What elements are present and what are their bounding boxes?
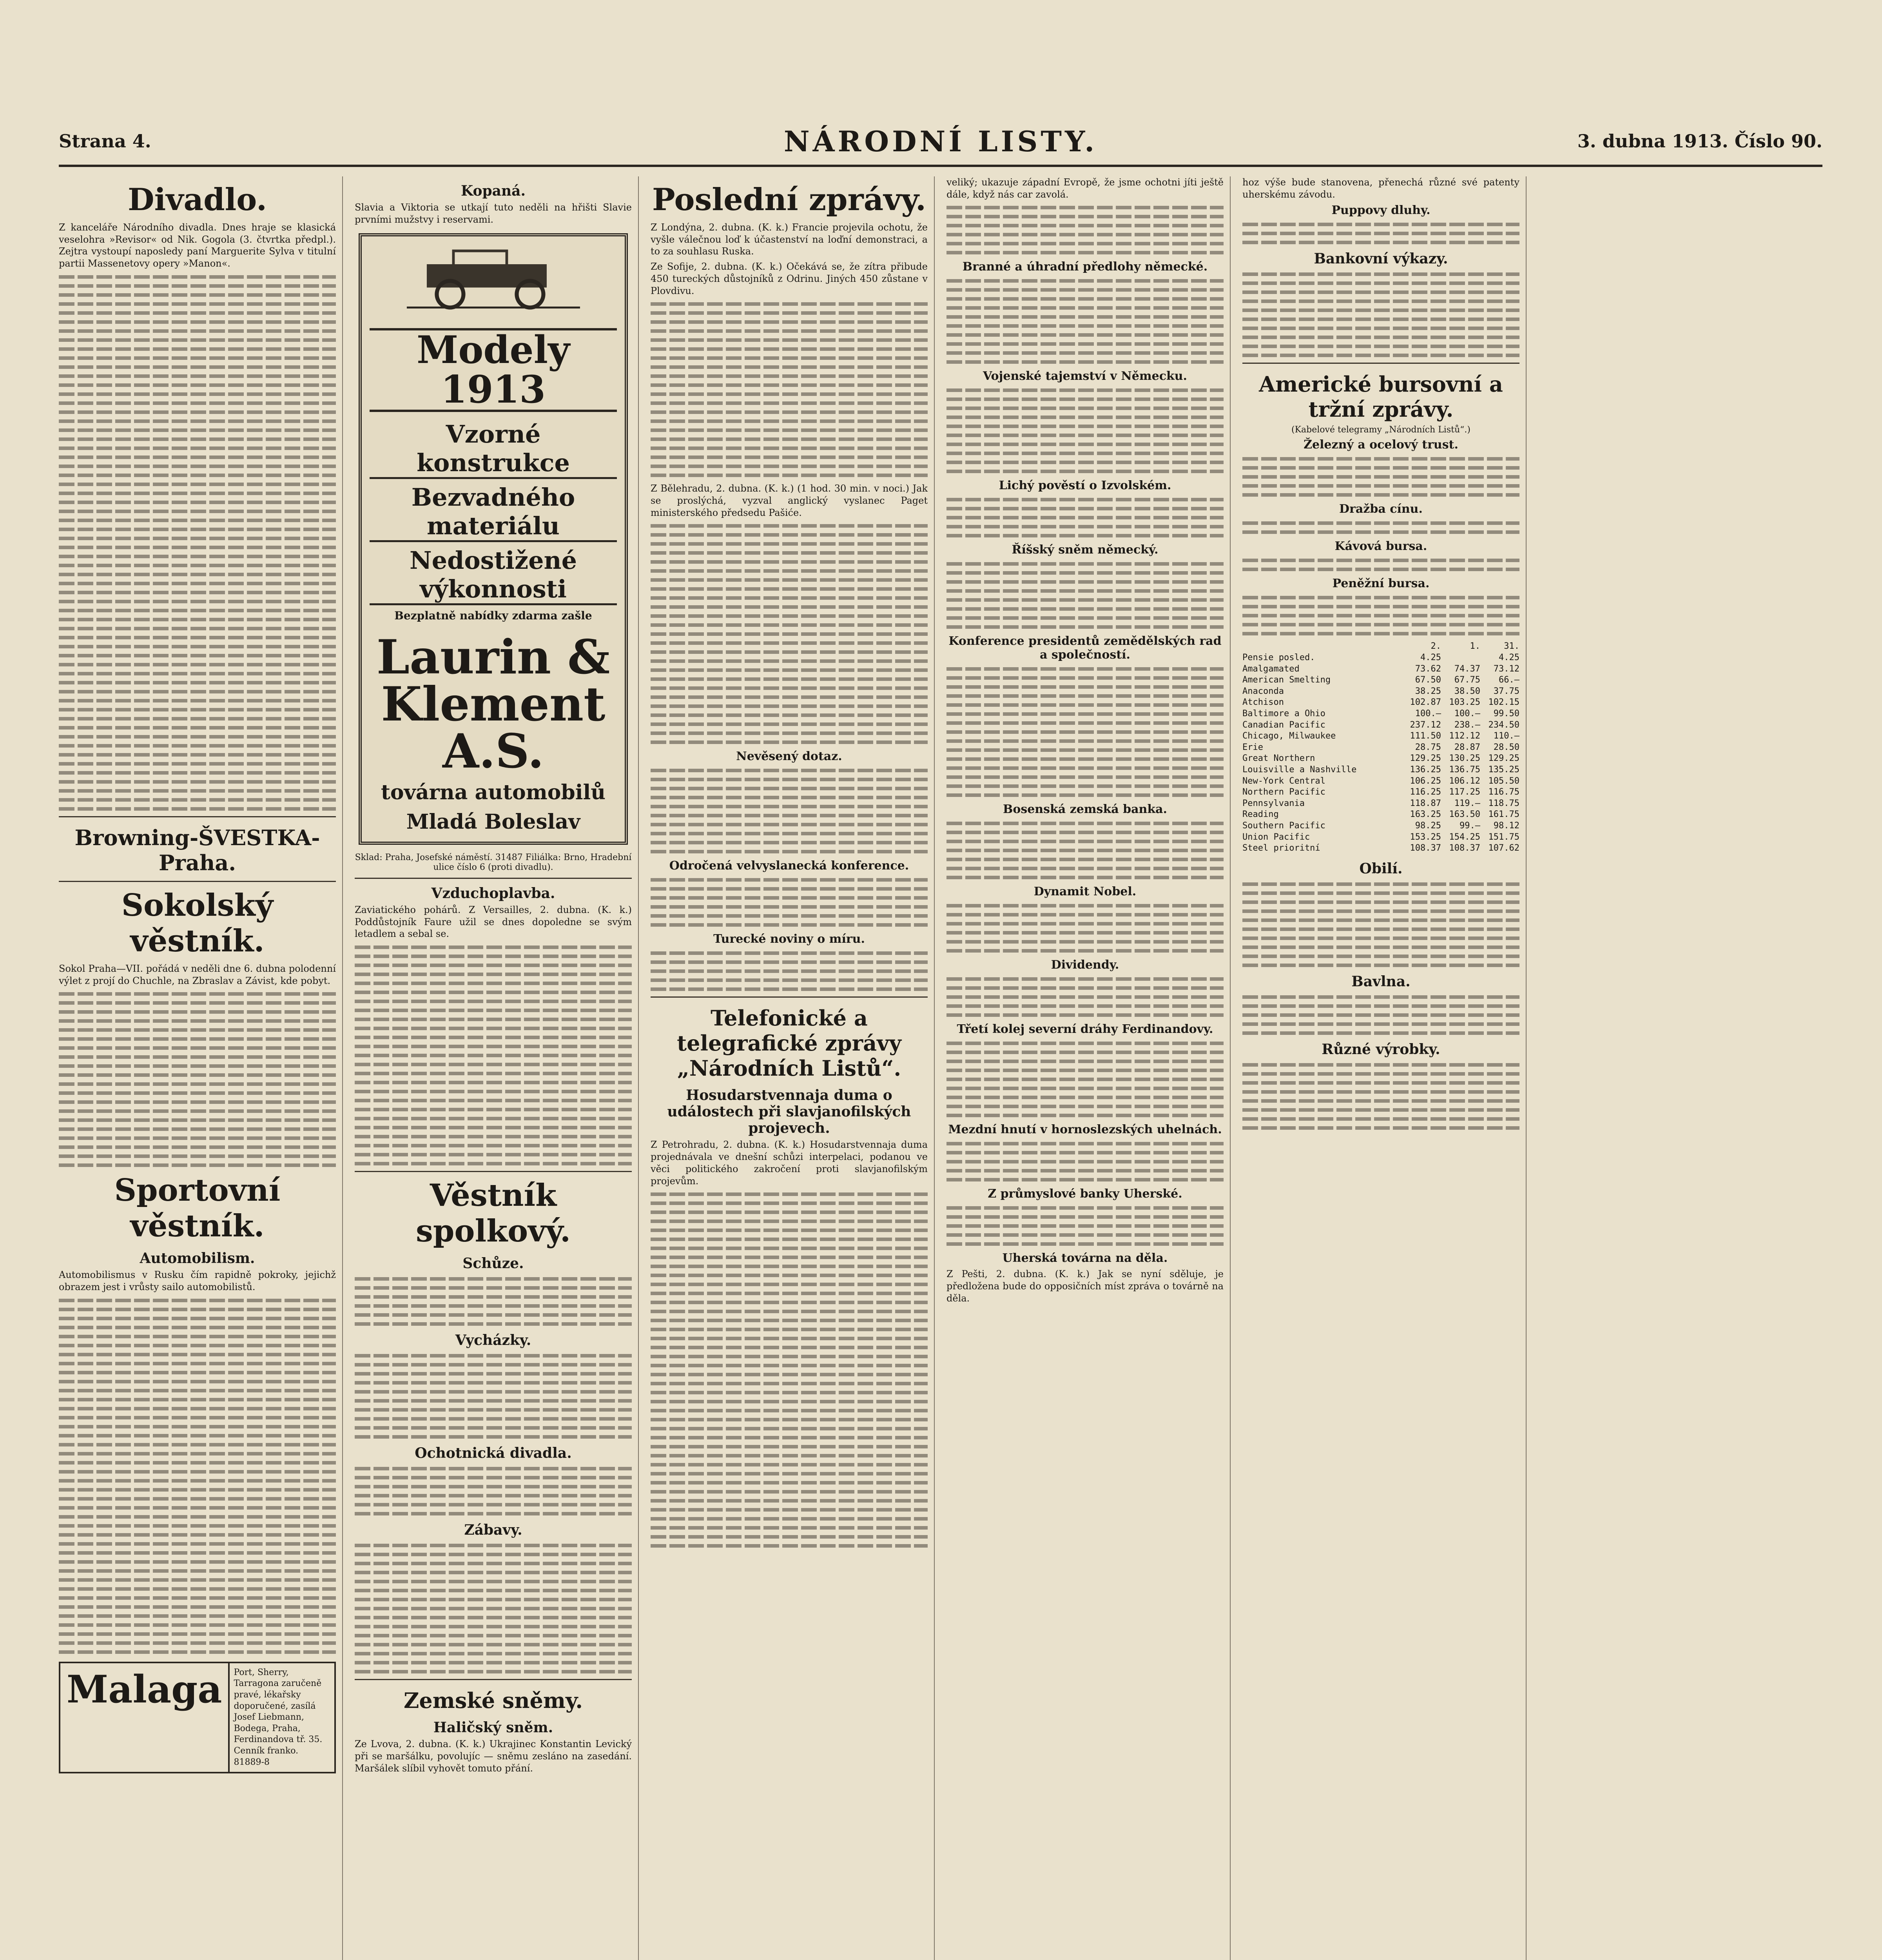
- automobile-illustration: [382, 244, 605, 311]
- stock-row: [1242, 798, 1519, 809]
- section-heading-kopana: Kopaná.: [461, 183, 526, 199]
- subheading-risky: Říšský sněm německý.: [1012, 543, 1159, 557]
- stock-name: Anaconda: [1242, 686, 1284, 696]
- stock-price: 107.62: [1488, 843, 1519, 853]
- stock-price: 129.25: [1410, 753, 1441, 764]
- subheading-zabavy: Zábavy.: [464, 1522, 522, 1539]
- hosudar-text: Z Petrohradu, 2. dubna. (K. k.) Hosudarstvennaja duma projednávala ve dnešní schůzi interpelaci, podanou ve věci politického zakročení proti slavjanofilským projevům.: [651, 1139, 928, 1187]
- americke-subheading: (Kabelové telegramy „Národních Listů“.): [1291, 425, 1470, 435]
- subheading-branne: Branné a úhradní předlohy německé.: [962, 260, 1208, 274]
- stock-price: 135.25: [1488, 764, 1519, 775]
- subheading-zelezny: Železný a ocelový trust.: [1304, 438, 1458, 452]
- stock-price: 103.25: [1449, 697, 1480, 708]
- subheading-prumyslove: Z průmyslové banky Uherské.: [988, 1187, 1182, 1201]
- stock-price: 99.—: [1460, 820, 1480, 831]
- subheading-penezni: Peněžní bursa.: [1332, 577, 1430, 591]
- column-5: [1242, 176, 1527, 1960]
- stock-price: 112.12: [1449, 731, 1480, 741]
- laurin-klement-advertisement: [359, 233, 628, 845]
- subheading-obili: Obilí.: [1359, 860, 1403, 877]
- browning-ad-heading: Browning-ŠVESTKA-Praha.: [74, 825, 320, 875]
- stock-row: [1242, 832, 1519, 843]
- column-6-margin: [1538, 176, 1822, 1960]
- stock-name: Pensie posled.: [1242, 653, 1315, 663]
- stock-price: 38.50: [1454, 686, 1480, 696]
- stock-name: Southern Pacific: [1242, 820, 1325, 831]
- newspaper-title: NÁRODNÍ LISTY.: [783, 124, 1098, 158]
- stock-price: 116.75: [1488, 787, 1519, 797]
- stock-price: 73.62: [1415, 664, 1441, 674]
- stock-price: 238.—: [1454, 720, 1480, 730]
- stock-price: 28.87: [1454, 742, 1480, 752]
- news-belgrade: Z Bělehradu, 2. dubna. (K. k.) (1 hod. 30 min. v noci.) Jak se proslýchá, vyzval anglický vyslanec Paget ministerského předsedu Pašiće.: [651, 483, 928, 518]
- stock-name: Baltimore a Ohio: [1242, 709, 1325, 719]
- stock-price: 119.—: [1454, 798, 1480, 808]
- section-heading-telefon: Telefonické a telegrafické zprávy „Národních Listů“.: [677, 1005, 901, 1081]
- column-2: [355, 176, 639, 1960]
- subheading-kavova: Kávová bursa.: [1334, 539, 1427, 554]
- section-heading-vzduchoplavba: Vzduchoplavba.: [431, 885, 555, 902]
- stock-row: [1242, 809, 1519, 820]
- stock-price: 108.37: [1449, 843, 1480, 853]
- subheading-bavlna: Bavlna.: [1351, 973, 1411, 990]
- stock-price: 74.37: [1454, 664, 1480, 674]
- subheading-mezdni: Mezdní hnutí v hornoslezských uhelnách.: [948, 1123, 1222, 1137]
- stock-price: 67.50: [1415, 675, 1441, 685]
- subheading-puppovy: Puppovy dluhy.: [1331, 203, 1431, 218]
- issue-date: 3. dubna 1913. Číslo 90.: [1577, 131, 1822, 152]
- subheading-schuze: Schůze.: [462, 1255, 524, 1272]
- stock-price: 108.37: [1410, 843, 1441, 853]
- section-heading-posledni: Poslední zprávy.: [652, 182, 926, 218]
- malaga-wordmark: Malaga: [60, 1663, 230, 1772]
- stock-price: 4.25: [1420, 653, 1441, 663]
- stock-price: 28.75: [1415, 742, 1441, 752]
- stock-price: 118.87: [1410, 798, 1441, 808]
- ad-city: Mladá Boleslav: [406, 810, 580, 834]
- stock-price: 37.75: [1493, 686, 1519, 696]
- stock-name: Steel prioritní: [1242, 843, 1320, 853]
- kopana-text: Slavia a Viktoria se utkají tuto neděli na hřišti Slavie prvními mužstvy i reservami.: [355, 202, 632, 225]
- section-heading-americke: Americké bursovní a tržní zprávy.: [1259, 372, 1503, 422]
- stock-name: Northern Pacific: [1242, 787, 1325, 797]
- page-number: Strana 4.: [59, 131, 151, 152]
- article-body: [59, 275, 336, 811]
- sport-subheading: Automobilism.: [140, 1250, 255, 1267]
- stock-name: American Smelting: [1242, 675, 1331, 685]
- stock-price: 151.75: [1488, 832, 1519, 842]
- stock-row: [1242, 776, 1519, 787]
- stock-price: 110.—: [1493, 731, 1519, 741]
- stock-row: [1242, 731, 1519, 742]
- subheading-ochotnicka: Ochotnická divadla.: [415, 1445, 572, 1462]
- stock-price: 67.75: [1454, 675, 1480, 685]
- stock-price: 234.50: [1488, 720, 1519, 730]
- columns: [59, 176, 1822, 1960]
- stock-name: Chicago, Milwaukee: [1242, 731, 1336, 741]
- continued-text: veliký; ukazuje západní Evropě, že jsme ochotni jíti ještě dále, když nás car zavolá.: [946, 177, 1224, 200]
- stock-row: [1242, 708, 1519, 720]
- subheading-lichy: Lichý pověstí o Izvolském.: [999, 479, 1171, 493]
- stock-price: 102.15: [1488, 697, 1519, 708]
- stock-row: [1242, 720, 1519, 731]
- subheading-dividendy: Dividendy.: [1051, 958, 1119, 972]
- stock-price: 153.25: [1410, 832, 1441, 842]
- stock-name: Union Pacific: [1242, 832, 1310, 842]
- stock-price: 136.25: [1410, 764, 1441, 775]
- stock-price: 130.25: [1449, 753, 1480, 764]
- subheading-vychazky: Vycházky.: [455, 1332, 531, 1349]
- subheading-ruzne: Různé výrobky.: [1322, 1041, 1440, 1058]
- stock-price: 98.25: [1415, 820, 1441, 831]
- sport-text: Automobilismus v Rusku čím rapidně pokroky, jejichž obrazem jest i vrůsty sailo automobilistů.: [59, 1269, 336, 1293]
- column-3: [651, 176, 935, 1960]
- stock-price: 136.75: [1449, 764, 1480, 775]
- vzducho-text: Zaviatického pohárů. Z Versailles, 2. dubna. (K. k.) Poddůstojník Faure užil se dnes dopoledne se svým letadlem a sebal se.: [355, 904, 632, 940]
- stock-name: Amalgamated: [1242, 664, 1300, 674]
- stock-row: [1242, 787, 1519, 798]
- stock-price: 111.50: [1410, 731, 1441, 741]
- continued-text-2: hoz výše bude stanovena, přenechá různé své patenty uherskému závodu.: [1242, 177, 1519, 200]
- halicky-text: Ze Lvova, 2. dubna. (K. k.) Ukrajinec Konstantin Levický při se maršálku, povolujíc — sněmu zesláno na zasedání. Maršálek slíbil vyhovět tomuto přání.: [355, 1739, 632, 1774]
- stock-price: 98.12: [1493, 820, 1519, 831]
- stock-price: 129.25: [1488, 753, 1519, 764]
- subheading-odrocena: Odročená velvyslanecká konference.: [669, 859, 909, 873]
- stock-name: Reading: [1242, 809, 1279, 820]
- stock-price: 66.—: [1499, 675, 1519, 685]
- stock-price: 105.50: [1488, 776, 1519, 786]
- section-heading-sokol: Sokolský věstník.: [121, 887, 274, 959]
- stock-price: 237.12: [1410, 720, 1441, 730]
- stock-price: 73.12: [1493, 664, 1519, 674]
- stock-price: 99.50: [1493, 709, 1519, 719]
- stock-name: Atchison: [1242, 697, 1284, 708]
- section-heading-sport: Sportovní věstník.: [114, 1172, 281, 1244]
- column-4: [946, 176, 1231, 1960]
- malaga-text: Port, Sherry, Tarragona zaručeně pravé, lékařsky doporučené, zasílá Josef Liebmann, Bodega, Praha, Ferdinandova tř. 35. Cenník franko. 81889-8: [234, 1667, 323, 1767]
- ad-line-2: Bezvadného materiálu: [370, 483, 617, 542]
- stock-price: 117.25: [1449, 787, 1480, 797]
- stock-price: 28.50: [1493, 742, 1519, 752]
- stock-price: [1441, 652, 1480, 664]
- stock-row: [1242, 675, 1519, 686]
- subheading-bankovni: Bankovní výkazy.: [1314, 250, 1448, 267]
- stock-price: 163.25: [1410, 809, 1441, 820]
- stock-name: Louisville a Nashville: [1242, 764, 1357, 775]
- stock-row: [1242, 820, 1519, 832]
- ad-line-3: Nedostižené výkonnosti: [370, 546, 617, 605]
- stock-price: 163.50: [1449, 809, 1480, 820]
- ad-brand-logo: Laurin & Klement A.S.: [376, 630, 610, 779]
- stock-row: [1242, 652, 1519, 664]
- subheading-bosenska: Bosenská zemská banka.: [1003, 802, 1168, 817]
- ad-line-1: Vzorné konstrukce: [370, 420, 617, 479]
- stock-price: 106.12: [1449, 776, 1480, 786]
- uherska-text: Z Pešti, 2. dubna. (K. k.) Jak se nyní sděluje, je předložena bude do opposičních míst zpráva o továrně na děla.: [946, 1269, 1224, 1304]
- subheading-halicky: Haličský sněm.: [433, 1719, 553, 1736]
- news-london: Z Londýna, 2. dubna. (K. k.) Francie projevila ochotu, že vyšle válečnou loď k účastenství na loďní demonstraci, a to za souhlasu Ruska.: [651, 222, 928, 257]
- subheading-nevesky: Nevěsený dotaz.: [736, 750, 842, 764]
- stock-table: [1242, 641, 1519, 854]
- stock-row: [1242, 843, 1519, 854]
- ad-models-1913: Modely 1913: [370, 328, 617, 412]
- subheading-hosudar: Hosudarstvennaja duma o událostech při slavjanofilských projevech.: [667, 1087, 911, 1137]
- stock-name: Erie: [1242, 742, 1263, 752]
- stock-price: 100.—: [1415, 709, 1441, 719]
- stock-price: 118.75: [1488, 798, 1519, 808]
- column-1: [59, 176, 343, 1960]
- stock-price: 4.25: [1499, 653, 1519, 663]
- stock-row: [1242, 664, 1519, 675]
- ad-footer: Sklad: Praha, Josefské náměstí. 31487 Filiálka: Brno, Hradební ulice číslo 6 (proti divadlu).: [355, 853, 632, 873]
- stock-name: Great Northern: [1242, 753, 1315, 764]
- stock-row: [1242, 742, 1519, 753]
- subheading-turecke: Turecké noviny o míru.: [713, 932, 865, 946]
- subheading-uherska: Uherská továrna na děla.: [1002, 1251, 1168, 1265]
- stock-row: [1242, 753, 1519, 764]
- section-heading-vestnik: Věstník spolkový.: [415, 1178, 571, 1249]
- masthead: [59, 118, 1822, 167]
- subheading-treti: Třetí kolej severní dráhy Ferdinandovy.: [957, 1022, 1213, 1036]
- news-sofia: Ze Sofije, 2. dubna. (K. k.) Očekává se, že zítra přibude 450 tureckých důstojníků z Odrinu. Jiných 450 zůstane v Plovdivu.: [651, 261, 928, 296]
- subheading-konference: Konference presidentů zemědělských rad a společností.: [948, 634, 1222, 662]
- stock-price: 100.—: [1454, 709, 1480, 719]
- stock-name: Pennsylvania: [1242, 798, 1305, 808]
- subheading-dynamit: Dynamit Nobel.: [1033, 885, 1137, 899]
- subheading-vojenske: Vojenské tajemství v Německu.: [983, 369, 1187, 383]
- stock-row: [1242, 686, 1519, 697]
- malaga-advertisement: [59, 1662, 336, 1773]
- stock-price: 38.25: [1415, 686, 1441, 696]
- stock-row: [1242, 764, 1519, 776]
- section-heading-divadlo: Divadlo.: [127, 182, 267, 218]
- stock-price: 116.25: [1410, 787, 1441, 797]
- stock-name: New-York Central: [1242, 776, 1325, 786]
- ad-offer: Bezplatně nabídky zdarma zašle: [394, 609, 592, 622]
- sokol-text: Sokol Praha—VII. pořádá v neděli dne 6. dubna polodenní výlet z projí do Chuchle, na Zbraslav a Závist, kde pobyt.: [59, 963, 336, 986]
- stock-price: 154.25: [1449, 832, 1480, 842]
- subheading-drazba: Dražba cínu.: [1339, 502, 1423, 516]
- stock-name: Canadian Pacific: [1242, 720, 1325, 730]
- stock-table-header: 2. 1. 31.: [1431, 641, 1519, 652]
- theatre-intro: Z kanceláře Národního divadla. Dnes hraje se klasická veselohra »Revisor« od Nik. Gogola (3. čtvrtka předpl.). Zejtra vystoupí naposledy paní Marguerite Sylva v titulní partii Massenetovy opery »Manon«.: [59, 222, 336, 269]
- stock-row: [1242, 697, 1519, 708]
- section-heading-snemy: Zemské sněmy.: [403, 1688, 583, 1713]
- stock-price: 106.25: [1410, 776, 1441, 786]
- stock-price: 161.75: [1488, 809, 1519, 820]
- stock-price: 102.87: [1410, 697, 1441, 708]
- ad-factory: továrna automobilů: [381, 780, 606, 805]
